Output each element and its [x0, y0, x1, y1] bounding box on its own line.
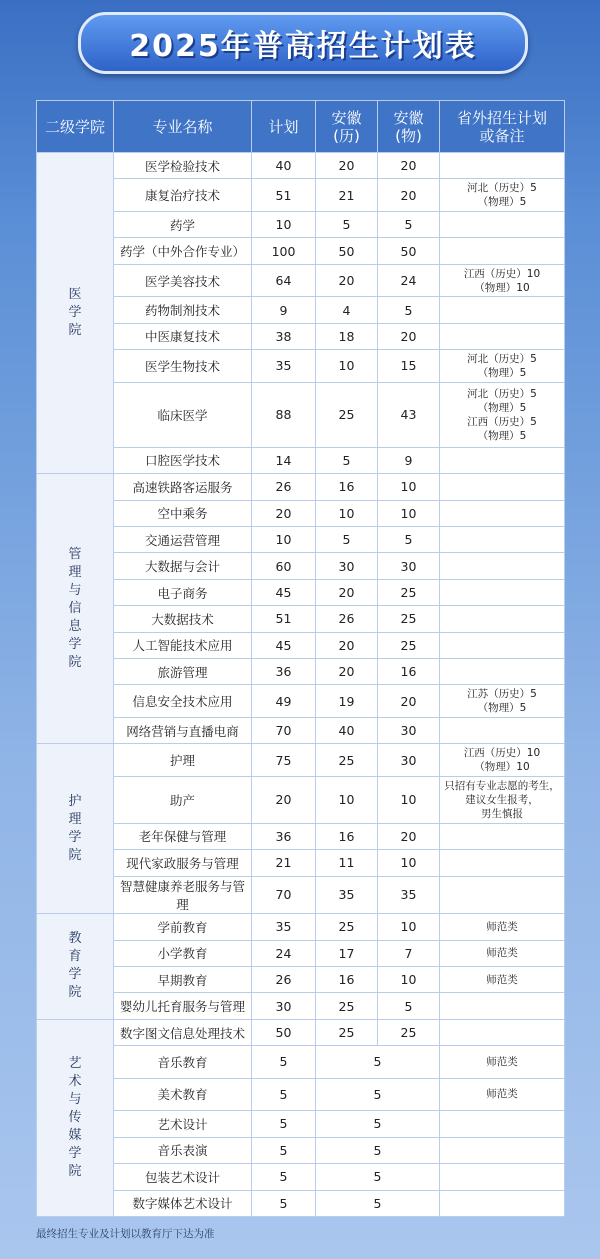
- major-cell: 智慧健康养老服务与管理: [114, 876, 252, 914]
- major-cell: 美术教育: [114, 1078, 252, 1111]
- note-cell: [440, 553, 565, 579]
- anhui-history-cell: 20: [316, 264, 378, 297]
- anhui-history-cell: 50: [316, 238, 378, 264]
- plan-cell: 64: [252, 264, 316, 297]
- table-row: [37, 447, 565, 473]
- table-row: [37, 553, 565, 579]
- anhui-physics-cell: 30: [378, 718, 440, 744]
- anhui-physics-cell: 25: [378, 579, 440, 605]
- plan-cell: 36: [252, 823, 316, 849]
- anhui-history-cell: 10: [316, 500, 378, 526]
- note-cell: [440, 323, 565, 349]
- anhui-history-cell: 10: [316, 350, 378, 383]
- major-cell: 临床医学: [114, 382, 252, 447]
- major-cell: 学前教育: [114, 914, 252, 940]
- plan-cell: 38: [252, 323, 316, 349]
- header-out-of-province: 省外招生计划 或备注: [440, 101, 565, 153]
- note-cell: [440, 474, 565, 500]
- anhui-physics-cell: 20: [378, 323, 440, 349]
- anhui-physics-cell: 9: [378, 447, 440, 473]
- anhui-physics-cell: 10: [378, 966, 440, 992]
- plan-cell: 60: [252, 553, 316, 579]
- note-cell: [440, 579, 565, 605]
- major-cell: 小学教育: [114, 940, 252, 966]
- table-row: [37, 718, 565, 744]
- anhui-physics-cell: 10: [378, 776, 440, 823]
- note-cell: [440, 1137, 565, 1163]
- note-cell: [440, 718, 565, 744]
- major-cell: 老年保健与管理: [114, 823, 252, 849]
- note-cell: [440, 850, 565, 876]
- plan-cell: 70: [252, 718, 316, 744]
- anhui-physics-cell: 20: [378, 153, 440, 179]
- college-cell: 教育学院: [37, 914, 114, 1020]
- anhui-physics-cell: 10: [378, 850, 440, 876]
- anhui-history-cell: 5: [316, 211, 378, 237]
- note-cell: [440, 447, 565, 473]
- header-major: 专业名称: [114, 101, 252, 153]
- major-cell: 大数据技术: [114, 606, 252, 632]
- anhui-merged-cell: 5: [316, 1190, 440, 1216]
- plan-cell: 50: [252, 1019, 316, 1045]
- major-cell: 音乐教育: [114, 1046, 252, 1079]
- page-title: 2025年普高招生计划表: [129, 29, 477, 64]
- table-row: [37, 966, 565, 992]
- major-cell: 婴幼儿托育服务与管理: [114, 993, 252, 1019]
- plan-cell: 49: [252, 685, 316, 718]
- major-cell: 电子商务: [114, 579, 252, 605]
- college-cell: 医学院: [37, 153, 114, 474]
- table-row: [37, 1111, 565, 1137]
- anhui-merged-cell: 5: [316, 1111, 440, 1137]
- major-cell: 助产: [114, 776, 252, 823]
- plan-cell: 51: [252, 179, 316, 212]
- table-row: [37, 659, 565, 685]
- major-cell: 护理: [114, 744, 252, 777]
- anhui-physics-cell: 16: [378, 659, 440, 685]
- table-row: [37, 1164, 565, 1190]
- table-row: [37, 850, 565, 876]
- major-cell: 交通运营管理: [114, 526, 252, 552]
- table-row: [37, 940, 565, 966]
- major-cell: 康复治疗技术: [114, 179, 252, 212]
- table-header-row: [37, 101, 565, 153]
- plan-cell: 20: [252, 776, 316, 823]
- anhui-history-cell: 5: [316, 447, 378, 473]
- table-row: [37, 823, 565, 849]
- major-cell: 医学检验技术: [114, 153, 252, 179]
- enrollment-table-container: [36, 100, 564, 1217]
- note-cell: [440, 1164, 565, 1190]
- note-cell: [440, 526, 565, 552]
- note-cell: 江西（历史）10 （物理）10: [440, 744, 565, 777]
- note-cell: 师范类: [440, 966, 565, 992]
- table-row: [37, 1046, 565, 1079]
- note-cell: 河北（历史）5 （物理）5 江西（历史）5 （物理）5: [440, 382, 565, 447]
- table-row: [37, 579, 565, 605]
- plan-cell: 70: [252, 876, 316, 914]
- anhui-physics-cell: 25: [378, 606, 440, 632]
- table-row: [37, 1137, 565, 1163]
- note-cell: 师范类: [440, 1046, 565, 1079]
- anhui-merged-cell: 5: [316, 1137, 440, 1163]
- anhui-physics-cell: 5: [378, 526, 440, 552]
- major-cell: 中医康复技术: [114, 323, 252, 349]
- plan-cell: 5: [252, 1137, 316, 1163]
- anhui-history-cell: 25: [316, 993, 378, 1019]
- header-anhui-history: 安徽 (历): [316, 101, 378, 153]
- anhui-history-cell: 30: [316, 553, 378, 579]
- anhui-physics-cell: 15: [378, 350, 440, 383]
- major-cell: 音乐表演: [114, 1137, 252, 1163]
- major-cell: 大数据与会计: [114, 553, 252, 579]
- note-cell: 河北（历史）5 （物理）5: [440, 350, 565, 383]
- plan-cell: 51: [252, 606, 316, 632]
- anhui-physics-cell: 30: [378, 744, 440, 777]
- major-cell: 药学（中外合作专业）: [114, 238, 252, 264]
- note-cell: [440, 1111, 565, 1137]
- plan-cell: 30: [252, 993, 316, 1019]
- anhui-physics-cell: 7: [378, 940, 440, 966]
- table-row: [37, 685, 565, 718]
- major-cell: 早期教育: [114, 966, 252, 992]
- note-cell: [440, 659, 565, 685]
- major-cell: 人工智能技术应用: [114, 632, 252, 658]
- note-cell: [440, 1019, 565, 1045]
- major-cell: 高速铁路客运服务: [114, 474, 252, 500]
- plan-cell: 35: [252, 914, 316, 940]
- anhui-physics-cell: 10: [378, 500, 440, 526]
- anhui-history-cell: 40: [316, 718, 378, 744]
- table-row: [37, 876, 565, 914]
- plan-cell: 10: [252, 526, 316, 552]
- anhui-physics-cell: 35: [378, 876, 440, 914]
- table-row: [37, 1019, 565, 1045]
- major-cell: 药物制剂技术: [114, 297, 252, 323]
- table-row: [37, 526, 565, 552]
- major-cell: 网络营销与直播电商: [114, 718, 252, 744]
- plan-cell: 40: [252, 153, 316, 179]
- note-cell: [440, 1190, 565, 1216]
- note-cell: [440, 500, 565, 526]
- anhui-merged-cell: 5: [316, 1078, 440, 1111]
- anhui-physics-cell: 20: [378, 685, 440, 718]
- note-cell: [440, 606, 565, 632]
- header-plan: 计划: [252, 101, 316, 153]
- anhui-physics-cell: 24: [378, 264, 440, 297]
- plan-cell: 5: [252, 1046, 316, 1079]
- plan-cell: 75: [252, 744, 316, 777]
- anhui-history-cell: 16: [316, 823, 378, 849]
- table-row: [37, 179, 565, 212]
- table-row: [37, 382, 565, 447]
- anhui-history-cell: 11: [316, 850, 378, 876]
- college-cell: 护理学院: [37, 744, 114, 914]
- header-anhui-physics: 安徽 (物): [378, 101, 440, 153]
- anhui-physics-cell: 20: [378, 823, 440, 849]
- anhui-physics-cell: 5: [378, 297, 440, 323]
- college-cell: 管理与信息学院: [37, 474, 114, 744]
- major-cell: 药学: [114, 211, 252, 237]
- anhui-history-cell: 16: [316, 966, 378, 992]
- table-row: [37, 474, 565, 500]
- plan-cell: 20: [252, 500, 316, 526]
- table-row: [37, 211, 565, 237]
- note-cell: 江苏（历史）5 （物理）5: [440, 685, 565, 718]
- anhui-physics-cell: 5: [378, 211, 440, 237]
- college-cell: 艺术与传媒学院: [37, 1019, 114, 1216]
- anhui-history-cell: 4: [316, 297, 378, 323]
- table-body: [37, 153, 565, 1217]
- anhui-history-cell: 19: [316, 685, 378, 718]
- plan-cell: 26: [252, 474, 316, 500]
- table-row: [37, 153, 565, 179]
- note-cell: 师范类: [440, 1078, 565, 1111]
- plan-cell: 26: [252, 966, 316, 992]
- anhui-physics-cell: 25: [378, 632, 440, 658]
- anhui-physics-cell: 5: [378, 993, 440, 1019]
- table-row: [37, 914, 565, 940]
- enrollment-table: [36, 100, 565, 1217]
- plan-cell: 5: [252, 1078, 316, 1111]
- major-cell: 艺术设计: [114, 1111, 252, 1137]
- table-row: [37, 238, 565, 264]
- anhui-history-cell: 25: [316, 1019, 378, 1045]
- major-cell: 医学美容技术: [114, 264, 252, 297]
- note-cell: 师范类: [440, 940, 565, 966]
- note-cell: [440, 211, 565, 237]
- plan-cell: 5: [252, 1164, 316, 1190]
- anhui-history-cell: 20: [316, 659, 378, 685]
- note-cell: [440, 297, 565, 323]
- note-cell: 师范类: [440, 914, 565, 940]
- title-banner: [78, 12, 528, 74]
- anhui-physics-cell: 10: [378, 474, 440, 500]
- table-row: [37, 993, 565, 1019]
- anhui-history-cell: 16: [316, 474, 378, 500]
- note-cell: 只招有专业志愿的考生， 建议女生报考， 男生慎报: [440, 776, 565, 823]
- plan-cell: 10: [252, 211, 316, 237]
- anhui-history-cell: 35: [316, 876, 378, 914]
- major-cell: 信息安全技术应用: [114, 685, 252, 718]
- plan-cell: 14: [252, 447, 316, 473]
- note-cell: [440, 993, 565, 1019]
- plan-cell: 36: [252, 659, 316, 685]
- table-row: [37, 350, 565, 383]
- plan-cell: 24: [252, 940, 316, 966]
- header-college: 二级学院: [37, 101, 114, 153]
- anhui-history-cell: 5: [316, 526, 378, 552]
- anhui-merged-cell: 5: [316, 1046, 440, 1079]
- anhui-physics-cell: 50: [378, 238, 440, 264]
- major-cell: 空中乘务: [114, 500, 252, 526]
- major-cell: 包装艺术设计: [114, 1164, 252, 1190]
- plan-cell: 9: [252, 297, 316, 323]
- major-cell: 旅游管理: [114, 659, 252, 685]
- major-cell: 数字媒体艺术设计: [114, 1190, 252, 1216]
- table-row: [37, 323, 565, 349]
- plan-cell: 35: [252, 350, 316, 383]
- table-row: [37, 1078, 565, 1111]
- anhui-history-cell: 25: [316, 382, 378, 447]
- plan-cell: 100: [252, 238, 316, 264]
- anhui-history-cell: 26: [316, 606, 378, 632]
- note-cell: [440, 823, 565, 849]
- table-row: [37, 297, 565, 323]
- anhui-physics-cell: 25: [378, 1019, 440, 1045]
- footer-note: 最终招生专业及计划以教育厅下达为准: [36, 1228, 215, 1240]
- anhui-history-cell: 20: [316, 153, 378, 179]
- note-cell: 江西（历史）10 （物理）10: [440, 264, 565, 297]
- table-row: [37, 632, 565, 658]
- table-row: [37, 744, 565, 777]
- anhui-merged-cell: 5: [316, 1164, 440, 1190]
- anhui-history-cell: 21: [316, 179, 378, 212]
- table-row: [37, 500, 565, 526]
- table-row: [37, 776, 565, 823]
- table-row: [37, 1190, 565, 1216]
- anhui-history-cell: 20: [316, 579, 378, 605]
- plan-cell: 21: [252, 850, 316, 876]
- anhui-physics-cell: 20: [378, 179, 440, 212]
- anhui-physics-cell: 10: [378, 914, 440, 940]
- anhui-history-cell: 25: [316, 744, 378, 777]
- anhui-history-cell: 25: [316, 914, 378, 940]
- anhui-history-cell: 20: [316, 632, 378, 658]
- major-cell: 现代家政服务与管理: [114, 850, 252, 876]
- plan-cell: 5: [252, 1190, 316, 1216]
- major-cell: 口腔医学技术: [114, 447, 252, 473]
- plan-cell: 45: [252, 632, 316, 658]
- plan-cell: 45: [252, 579, 316, 605]
- note-cell: [440, 876, 565, 914]
- note-cell: [440, 153, 565, 179]
- plan-cell: 5: [252, 1111, 316, 1137]
- plan-cell: 88: [252, 382, 316, 447]
- anhui-history-cell: 18: [316, 323, 378, 349]
- note-cell: [440, 632, 565, 658]
- anhui-history-cell: 17: [316, 940, 378, 966]
- major-cell: 数字图文信息处理技术: [114, 1019, 252, 1045]
- note-cell: 河北（历史）5 （物理）5: [440, 179, 565, 212]
- anhui-physics-cell: 43: [378, 382, 440, 447]
- major-cell: 医学生物技术: [114, 350, 252, 383]
- note-cell: [440, 238, 565, 264]
- table-row: [37, 606, 565, 632]
- table-row: [37, 264, 565, 297]
- anhui-physics-cell: 30: [378, 553, 440, 579]
- anhui-history-cell: 10: [316, 776, 378, 823]
